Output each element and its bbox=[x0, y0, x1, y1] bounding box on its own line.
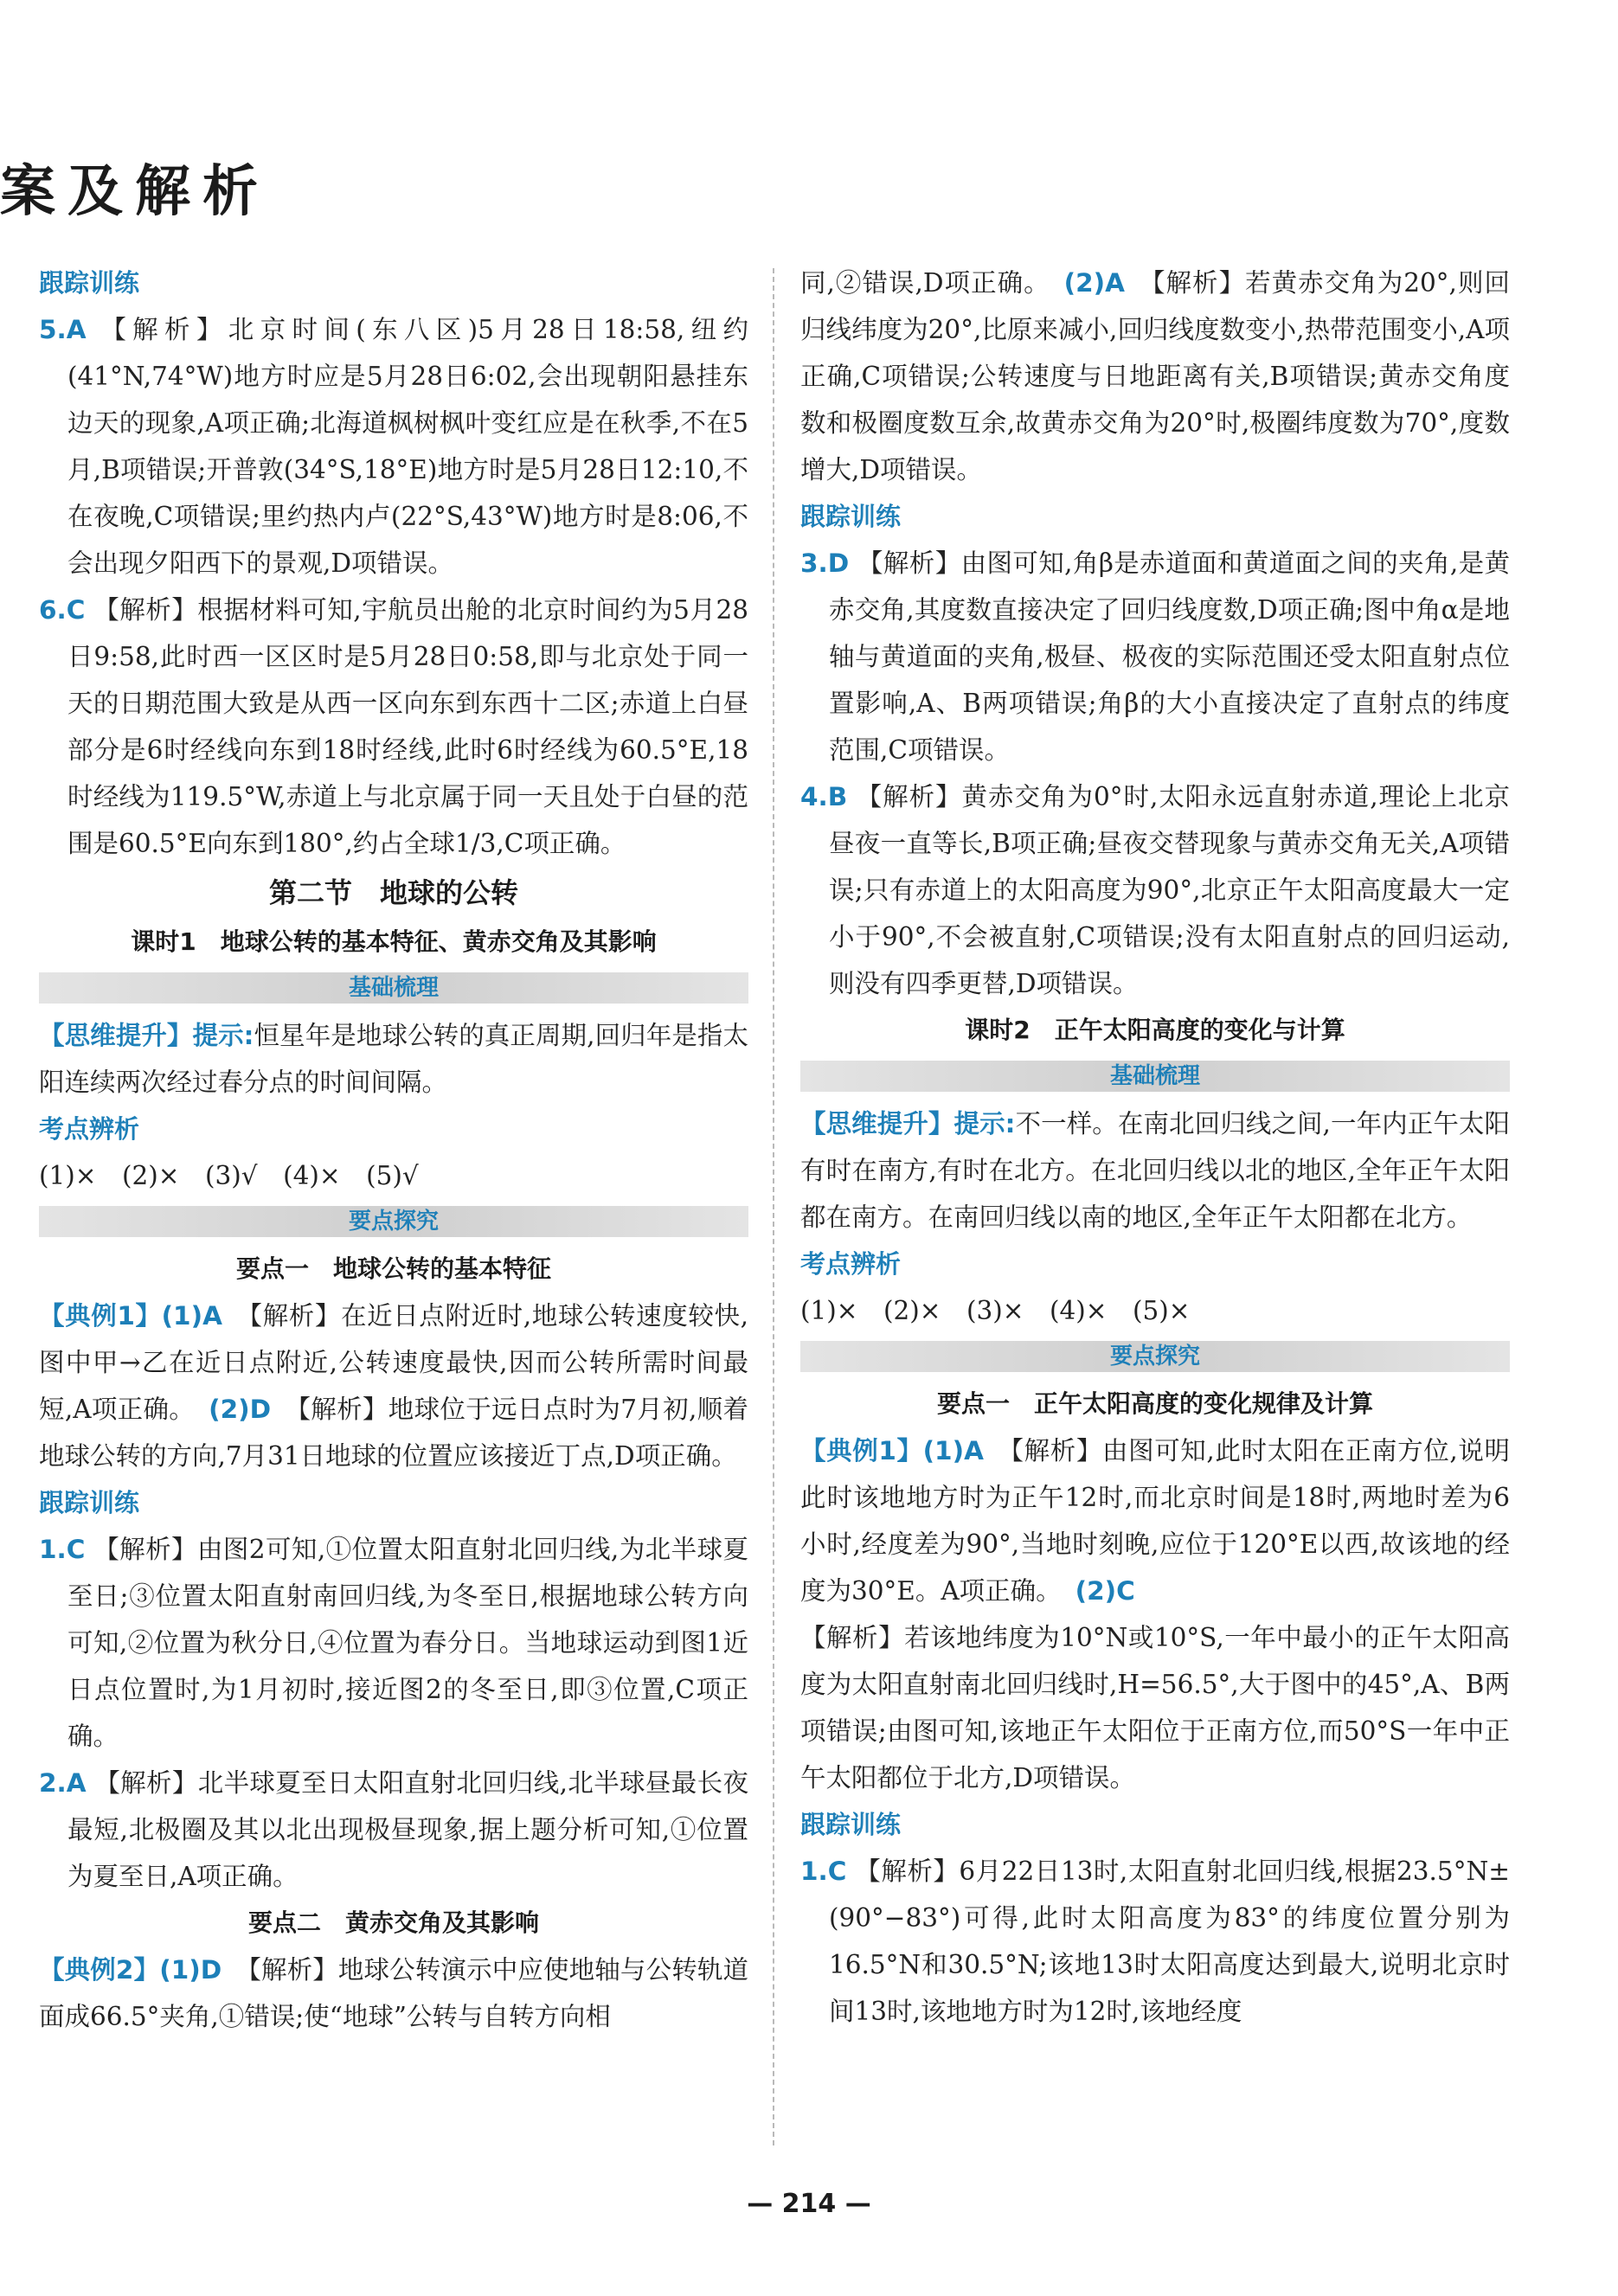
section-heading-track: 跟踪训练 bbox=[39, 268, 140, 298]
lesson-title: 课时2 正午太阳高度的变化与计算 bbox=[965, 1016, 1345, 1044]
example-text: 由图可知,此时太阳在正南方位,说明此时该地地方时为正午12时,而北京时间是18时,两地时差为6小时,经度差为90°,当地时刻晚,应位于120°E以西,故该地的经度为30°E。A项正确。 bbox=[800, 1436, 1510, 1606]
section-band-basics: 基础梳理 bbox=[800, 1061, 1510, 1092]
point-title: 要点一 正午太阳高度的变化规律及计算 bbox=[936, 1389, 1373, 1418]
analysis-tag: 【解析】 bbox=[93, 595, 198, 625]
chapter-title: 第二节 地球的公转 bbox=[268, 876, 518, 909]
example-text: 地球位于远日点时为7月初,顺着地球公转的方向,7月31日地球的位置应该接近丁点,D项正确。 bbox=[39, 1395, 748, 1471]
answer-number: 6.C bbox=[39, 595, 86, 625]
sub-answer: (2)C bbox=[1075, 1576, 1135, 1606]
example-tag: 【典例1】(1)A bbox=[39, 1301, 222, 1331]
analysis-tag: 【解析】 bbox=[94, 1768, 198, 1798]
analysis-tag: 【解析】 bbox=[235, 1955, 338, 1985]
example-2-continued bbox=[800, 260, 1510, 493]
answer-number: 5.A bbox=[39, 315, 87, 344]
analysis-tag: 【解析】 bbox=[855, 1857, 960, 1886]
answer-number: 2.A bbox=[39, 1768, 87, 1798]
example-text: 同,②错误,D项正确。 bbox=[800, 268, 1050, 298]
thinking-text: 恒星年是地球公转的真正周期,回归年是指太阳连续两次经过春分点的时间间隔。 bbox=[39, 1021, 748, 1097]
answer-text: 由图2可知,①位置太阳直射北回归线,为北半球夏至日;③位置太阳直射南回归线,为冬至日,根据地球公转方向可知,②位置为秋分日,④位置为春分日。当地球运动到图1近日点位置时,为1月初时,接近图2的冬至日,即③位置,C项正确。 bbox=[67, 1535, 748, 1751]
answer-item-4 bbox=[800, 773, 1510, 1007]
answer-text: 由图可知,角β是赤道面和黄道面之间的夹角,是黄赤交角,其度数直接决定了回归线度数,D项正确;图中角α是地轴与黄道面的夹角,极昼、极夜的实际范围还受太阳直射点位置影响,A、B两项错误;角β的大小直接决定了直射点的纬度范围,C项错误。 bbox=[829, 548, 1510, 765]
section-heading-analysis: 考点辨析 bbox=[39, 1114, 140, 1144]
answer-item-5 bbox=[39, 306, 748, 587]
analysis-tag: 【解析】 bbox=[997, 1436, 1102, 1465]
section-band-basics: 基础梳理 bbox=[39, 972, 748, 1004]
thinking-tip bbox=[39, 1012, 748, 1106]
analysis-tag: 【解析】 bbox=[285, 1395, 388, 1424]
answer-item-6 bbox=[39, 587, 748, 867]
example-text: 在近日点附近时,地球公转速度较快,图中甲→乙在近日点附近,公转速度最快,因而公转所需时间最短,A项正确。 bbox=[39, 1301, 748, 1424]
section-heading-track: 跟踪训练 bbox=[800, 1810, 902, 1839]
answer-number: 3.D bbox=[800, 548, 850, 578]
example-text: 若黄赤交角为20°,则回归线纬度为20°,比原来减小,回归线度数变小,热带范围变小,A项正确,C项错误;公转速度与日地距离有关,B项错误;黄赤交角度数和极圈度数互余,故黄赤交角为20°时,极圈纬度数为70°,度数增大,D项错误。 bbox=[800, 268, 1510, 484]
column-divider bbox=[773, 268, 774, 2145]
right-column bbox=[800, 260, 1510, 2035]
example-tag: 【典例1】(1)A bbox=[800, 1436, 984, 1465]
point-title: 要点二 黄赤交角及其影响 bbox=[247, 1908, 539, 1937]
answer-item-1 bbox=[39, 1526, 748, 1760]
page-number: — 214 — bbox=[747, 2189, 871, 2219]
analysis-tag: 【解析】 bbox=[93, 1535, 197, 1564]
answer-item-1 bbox=[800, 1848, 1510, 2035]
answer-number: 1.C bbox=[39, 1535, 86, 1564]
example-tag: 【典例2】(1)D bbox=[39, 1955, 222, 1985]
page-title: 案及解析 bbox=[0, 160, 270, 224]
section-heading-analysis: 考点辨析 bbox=[800, 1249, 902, 1279]
analysis-tag: 【解析】 bbox=[1138, 268, 1246, 298]
analysis-tag: 【解析】 bbox=[100, 315, 228, 344]
hint-tag: 提示: bbox=[953, 1109, 1016, 1138]
answer-number: 1.C bbox=[800, 1857, 847, 1886]
example-2 bbox=[39, 1946, 748, 2040]
example-text: 若该地纬度为10°N或10°S,一年中最小的正午太阳高度为太阳直射南北回归线时,H=56.5°,大于图中的45°,A、B两项错误;由图可知,该地正午太阳位于正南方位,而50°S一年中正午太阳都位于北方,D项错误。 bbox=[800, 1623, 1510, 1793]
analysis-tag: 【解析】 bbox=[857, 548, 961, 578]
section-heading-track: 跟踪训练 bbox=[800, 502, 902, 531]
answer-item-2 bbox=[39, 1760, 748, 1900]
example-1 bbox=[39, 1292, 748, 1479]
answer-text: 6月22日13时,太阳直射北回归线,根据23.5°N±(90°−83°)可得,此时太阳高度为83°的纬度位置分别为16.5°N和30.5°N;该地13时太阳高度达到最大,说明北京时间13时,该地地方时为12时,该地经度 bbox=[829, 1857, 1510, 2026]
sub-answer: (2)A bbox=[1063, 268, 1125, 298]
thinking-tag: 【思维提升】 bbox=[800, 1109, 954, 1138]
section-band-explore: 要点探究 bbox=[39, 1206, 748, 1237]
point-title: 要点一 地球公转的基本特征 bbox=[235, 1254, 551, 1283]
sub-answer: (2)D bbox=[209, 1395, 272, 1424]
analysis-tag: 【解析】 bbox=[235, 1301, 341, 1331]
section-band-explore: 要点探究 bbox=[800, 1341, 1510, 1372]
answer-text: 黄赤交角为0°时,太阳永远直射赤道,理论上北京昼夜一直等长,B项正确;昼夜交替现象与黄赤交角无关,A项错误;只有赤道上的太阳高度为90°,北京正午太阳高度最大一定小于90°,不会被直射,C项错误;没有太阳直射点的回归运动,则没有四季更替,D项错误。 bbox=[829, 782, 1510, 998]
lesson-title: 课时1 地球公转的基本特征、黄赤交角及其影响 bbox=[131, 927, 657, 956]
answer-item-3 bbox=[800, 540, 1510, 773]
analysis-tag: 【解析】 bbox=[856, 782, 962, 811]
answer-text: 北半球夏至日太阳直射北回归线,北半球昼最长夜最短,北极圈及其以北出现极昼现象,据上题分析可知,①位置为夏至日,A项正确。 bbox=[67, 1768, 748, 1891]
answer-number: 4.B bbox=[800, 782, 848, 811]
left-column bbox=[39, 260, 748, 2040]
thinking-text: 不一样。在南北回归线之间,一年内正午太阳有时在南方,有时在北方。在北回归线以北的地区,全年正午太阳都在南方。在南回归线以南的地区,全年正午太阳都在北方。 bbox=[800, 1109, 1510, 1232]
thinking-tag: 【思维提升】 bbox=[39, 1021, 193, 1050]
example-text: 地球公转演示中应使地轴与公转轨道面成66.5°夹角,①错误;使“地球”公转与自转方向相 bbox=[39, 1955, 748, 2031]
answer-text: 北京时间(东八区)5月28日18:58,纽约(41°N,74°W)地方时应是5月28日6:02,会出现朝阳悬挂东边天的现象,A项正确;北海道枫树枫叶变红应是在秋季,不在5月,B项错误;开普敦(34°S,18°E)地方时是5月28日12:10,不在夜晚,C项错误;里约热内卢(22°S,43°W)地方时是8:06,不会出现夕阳西下的景观,D项错误。 bbox=[67, 315, 748, 578]
true-false-answers: (1)× (2)× (3)√ (4)× (5)√ bbox=[39, 1161, 419, 1190]
analysis-tag: 【解析】 bbox=[800, 1623, 905, 1652]
section-heading-track: 跟踪训练 bbox=[39, 1488, 140, 1517]
example-1 bbox=[800, 1427, 1510, 1801]
true-false-answers: (1)× (2)× (3)× (4)× (5)× bbox=[800, 1296, 1191, 1325]
thinking-tip bbox=[800, 1100, 1510, 1241]
answer-text: 根据材料可知,宇航员出舱的北京时间约为5月28日9:58,此时西一区区时是5月28日0:58,即与北京处于同一天的日期范围大致是从西一区向东到东西十二区;赤道上白昼部分是6时经线向东到18时经线,此时6时经线为60.5°E,18时经线为119.5°W,赤道上与北京属于同一天且处于白昼的范围是60.5°E向东到180°,约占全球1/3,C项正确。 bbox=[67, 595, 748, 858]
hint-tag: 提示: bbox=[192, 1021, 254, 1050]
